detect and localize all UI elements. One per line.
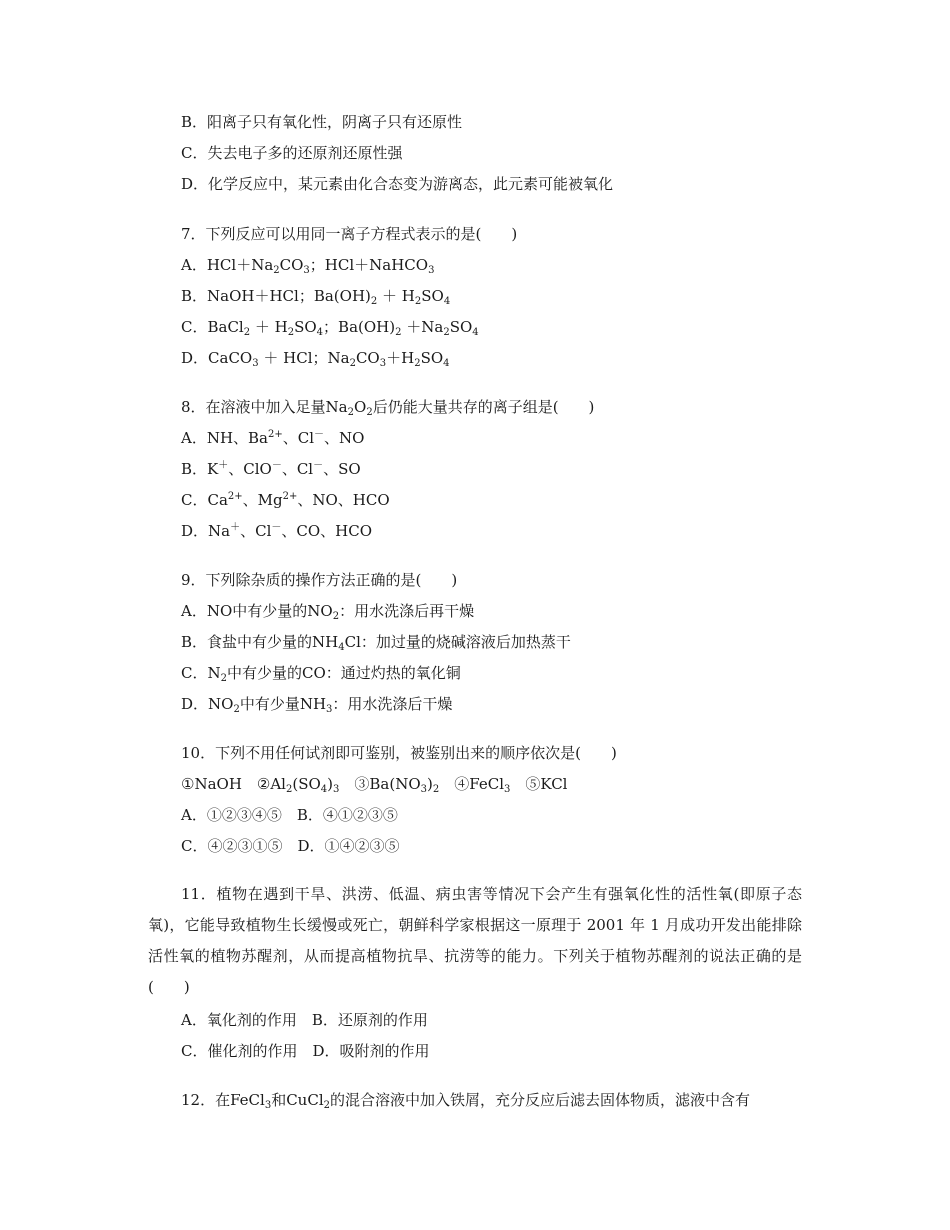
subscript: 2 (273, 265, 280, 276)
text-run: 、Cl (282, 429, 315, 447)
text-run: ＋ HCl；Na (258, 349, 350, 367)
text-run: 8．在溶液中加入足量Na (181, 398, 348, 416)
q9-option-c (181, 663, 461, 683)
superscript: － (271, 460, 282, 471)
text-run: ) (427, 775, 433, 793)
text-run: SO (449, 318, 473, 336)
text-run: 、CO、HCO (281, 522, 373, 540)
text-run: CO (355, 349, 380, 367)
subscript: 2 (349, 358, 356, 369)
subscript: 2 (287, 327, 295, 338)
text-run: B．食盐中有少量的NH (181, 633, 339, 651)
q7-option-c (181, 317, 479, 337)
text-run: ：用水洗涤后再干燥 (339, 602, 475, 620)
subscript: 3 (333, 784, 340, 795)
subscript: 2 (323, 1100, 330, 1111)
q11-options-ab: A．氧化剂的作用 B．还原剂的作用 (181, 1011, 428, 1029)
subscript: 4 (472, 327, 479, 338)
subscript: 2 (443, 327, 450, 338)
q7-option-a (181, 255, 434, 275)
text-run: D．NO (181, 695, 234, 713)
subscript: 4 (443, 358, 450, 369)
superscript: 2+ (282, 491, 298, 502)
text-run: A．NH、Ba (181, 429, 269, 447)
subscript: 2 (233, 704, 240, 715)
text-run: ＋H (386, 349, 415, 367)
text-run: SO (420, 349, 444, 367)
text-run: 中有少量NH (239, 695, 327, 713)
text-run: O (354, 398, 367, 416)
text-run: C．N (181, 664, 221, 682)
text-run: D．CaCO (181, 349, 253, 367)
q7-option-d (181, 348, 450, 368)
subscript: 2 (395, 327, 402, 338)
q7-option-b (181, 286, 450, 306)
text-run: 、Mg (242, 491, 283, 509)
subscript: 4 (443, 296, 451, 307)
text-run: 、Cl (281, 460, 314, 478)
text-run: 后仍能大量共存的离子组是( ) (372, 398, 595, 416)
text-run: SO (421, 287, 444, 305)
superscript: ＋ (230, 522, 241, 533)
q6-option-b: B．阳离子只有氧化性，阴离子只有还原性 (181, 113, 463, 131)
q9-stem: 9．下列除杂质的操作方法正确的是( ) (181, 571, 458, 589)
q9-option-a (181, 601, 474, 621)
text-run: 、Cl (240, 522, 272, 540)
subscript: 2 (332, 611, 340, 622)
text-run: ③Ba(NO (339, 775, 421, 793)
subscript: 2 (347, 407, 354, 418)
text-run: ①NaOH ②Al (181, 775, 286, 793)
text-run: 12．在FeCl (181, 1091, 265, 1109)
text-run: D．Na (181, 522, 231, 540)
superscript: － (313, 460, 324, 471)
text-run: C．BaCl (181, 318, 244, 336)
text-run: Cl：加过量的烧碱溶液后加热蒸干 (344, 633, 571, 651)
subscript: 3 (504, 784, 511, 795)
text-run: ＋Na (401, 318, 444, 336)
q8-option-b (181, 459, 361, 479)
q11-stem: 11．植物在遇到干旱、洪涝、低温、病虫害等情况下会产生有强氧化性的活性氧(即原子态氧)，它能导致植物生长缓慢或死亡，朝鲜科学家根据这一原理于 2001 年 1 月成功开发出能排除活性氧的植物苏醒剂，从而提高植物抗旱、抗涝等的能力。下列关于植物苏醒剂的说法正确的是( ) (148, 885, 802, 996)
text-run: ＋ H (377, 287, 415, 305)
text-run: 、NO (324, 429, 365, 447)
subscript: 2 (414, 358, 421, 369)
q11-options-cd: C．催化剂的作用 D．吸附剂的作用 (181, 1042, 430, 1060)
subscript: 3 (326, 704, 333, 715)
subscript: 2 (432, 784, 440, 795)
text-run: ＋ H (250, 318, 288, 336)
subscript: 2 (220, 673, 227, 684)
text-run: ；HCl＋NaHCO (309, 256, 429, 274)
text-run: SO (294, 318, 317, 336)
text-run: 、SO (323, 460, 361, 478)
subscript: 2 (285, 784, 293, 795)
q10-options-ab: A．①②③④⑤ B．④①②③⑤ (181, 806, 398, 824)
text-run: 、ClO (228, 460, 272, 478)
text-run: 的混合溶液中加入铁屑，充分反应后滤去固体物质，滤液中含有 (330, 1091, 751, 1109)
text-run: 中有少量的CO：通过灼热的氧化铜 (226, 664, 461, 682)
q6-option-d: D．化学反应中，某元素由化合态变为游离态，此元素可能被氧化 (181, 175, 614, 193)
subscript: 3 (428, 265, 435, 276)
superscript: 2+ (227, 491, 243, 502)
q9-option-d (181, 694, 452, 714)
text-run: B．K (181, 460, 219, 478)
subscript: 4 (316, 327, 324, 338)
text-run: B．NaOH＋HCl；Ba(OH) (181, 287, 371, 305)
superscript: － (314, 429, 325, 440)
subscript: 3 (264, 1100, 272, 1111)
text-run: (SO (292, 775, 321, 793)
superscript: ＋ (218, 460, 229, 471)
q9-option-b (181, 632, 571, 652)
text-run: ) (327, 775, 334, 793)
superscript: 2+ (268, 429, 283, 440)
text-run: 、NO、HCO (297, 491, 390, 509)
q10-options-cd: C．④②③①⑤ D．①④②③⑤ (181, 837, 400, 855)
text-run: CO (279, 256, 304, 274)
text-run: ④FeCl (439, 775, 505, 793)
subscript: 2 (414, 296, 422, 307)
text-run: C．Ca (181, 491, 228, 509)
q8-option-c (181, 490, 390, 510)
subscript: 2 (366, 407, 373, 418)
text-run: A．NO中有少量的NO (181, 602, 333, 620)
q12-stem (181, 1090, 750, 1110)
text-run: ：用水洗涤后干燥 (332, 695, 453, 713)
subscript: 3 (303, 265, 310, 276)
q6-option-c: C．失去电子多的还原剂还原性强 (181, 144, 403, 162)
q10-items (181, 774, 567, 794)
subscript: 3 (379, 358, 387, 369)
q8-stem (181, 397, 594, 417)
subscript: 4 (320, 784, 328, 795)
subscript: 2 (243, 327, 251, 338)
q8-option-d (181, 521, 372, 541)
q7-stem: 7．下列反应可以用同一离子方程式表示的是( ) (181, 225, 518, 243)
subscript: 3 (252, 358, 259, 369)
subscript: 2 (370, 296, 378, 307)
superscript: － (271, 522, 282, 533)
text-run: ⑤KCl (510, 775, 568, 793)
subscript: 4 (338, 642, 345, 653)
q10-stem: 10．下列不用任何试剂即可鉴别，被鉴别出来的顺序依次是( ) (181, 744, 617, 762)
text-run: ；Ba(OH) (323, 318, 396, 336)
subscript: 3 (420, 784, 428, 795)
text-run: A．HCl＋Na (181, 256, 274, 274)
text-run: 和CuCl (271, 1091, 324, 1109)
q8-option-a (181, 428, 364, 448)
